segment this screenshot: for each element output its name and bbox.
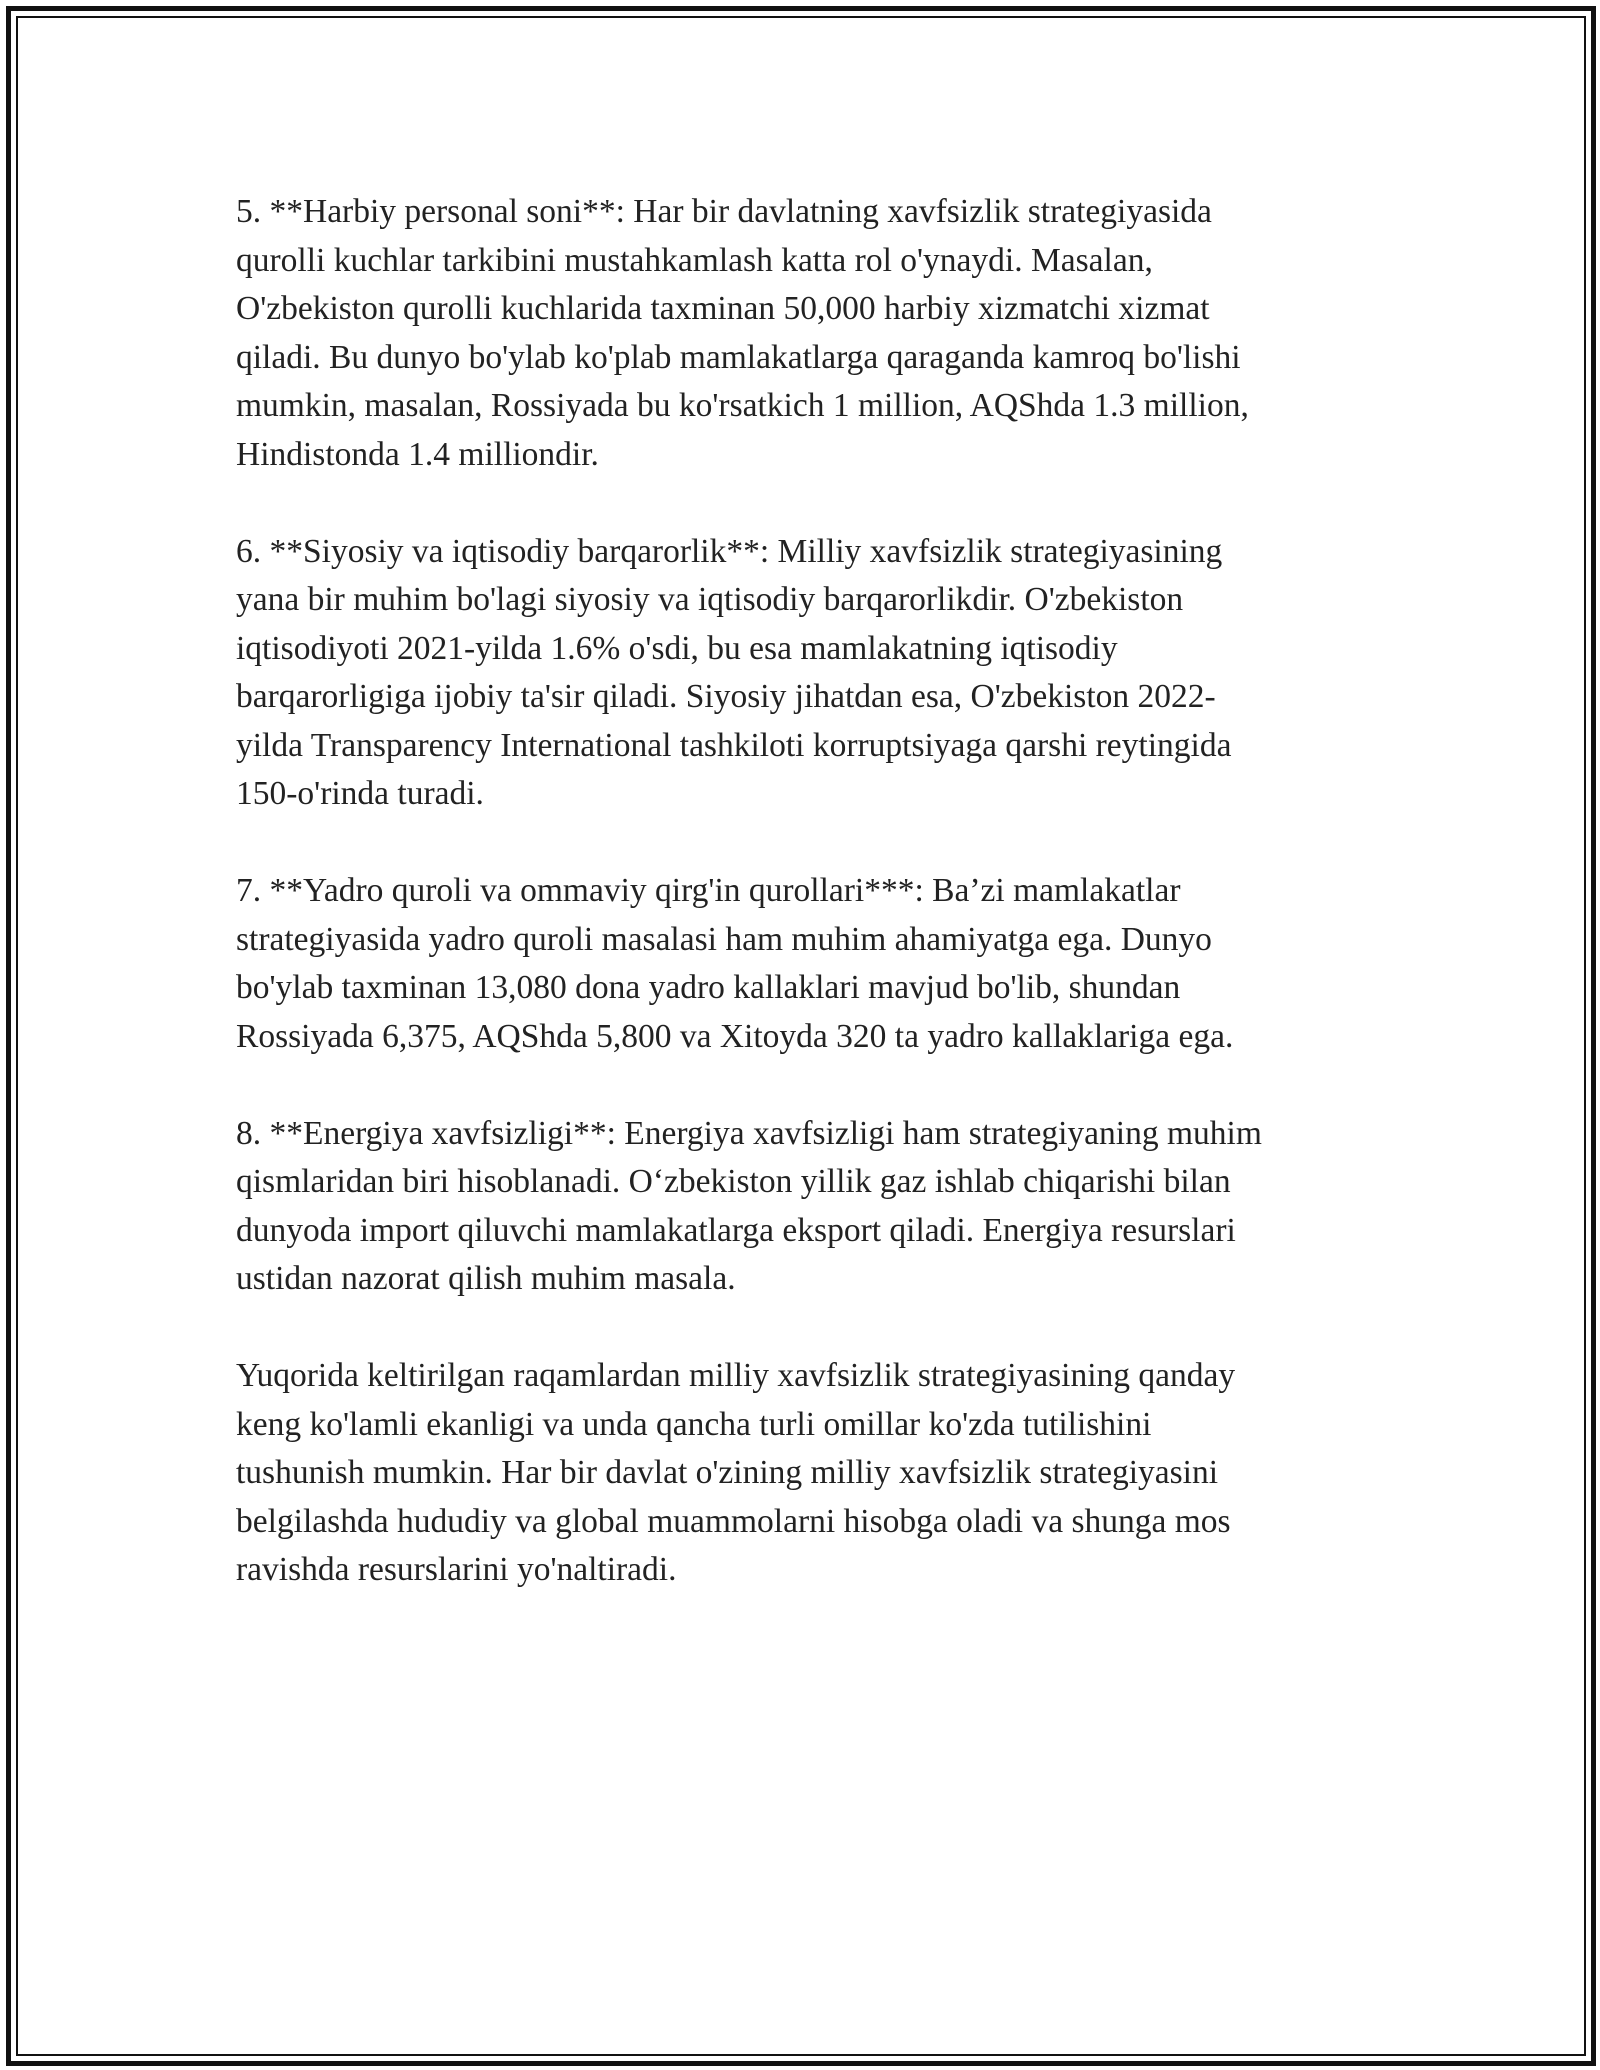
paragraph-political-economic-stability <box>236 528 1416 819</box>
text-line: bo'ylab taxminan 13,080 dona yadro kallaklari mavjud bo'lib, shundan <box>236 969 1181 1006</box>
text-line: 8. **Energiya xavfsizligi**: Energiya xavfsizligi ham strategiyaning muhim <box>236 1114 1262 1152</box>
text-line: iqtisodiyoti 2021-yilda 1.6% o'sdi, bu esa mamlakatning iqtisodiy <box>236 629 1118 667</box>
text-line: dunyoda import qiluvchi mamlakatlarga eksport qiladi. Energiya resurslari <box>236 1211 1236 1249</box>
document-body <box>236 188 1416 1643</box>
text-line: O'zbekiston qurolli kuchlarida taxminan 50,000 harbiy xizmatchi xizmat <box>236 290 1210 327</box>
text-line: tushunish mumkin. Har bir davlat o'zining milliy xavfsizlik strategiyasini <box>236 1454 1219 1491</box>
paragraph-military-personnel <box>236 188 1416 479</box>
text-line: ustidan nazorat qilish muhim masala. <box>236 1260 736 1297</box>
text-line: 6. **Siyosiy va iqtisodiy barqarorlik**: Milliy xavfsizlik strategiyasining <box>236 532 1223 570</box>
paragraph-conclusion <box>236 1352 1416 1595</box>
text-line: Rossiyada 6,375, AQShda 5,800 va Xitoyda 320 ta yadro kallaklariga ega. <box>236 1017 1234 1055</box>
paragraph-energy-security <box>236 1110 1416 1304</box>
paragraph-nuclear-weapons <box>236 867 1416 1061</box>
text-line: Hindistonda 1.4 milliondir. <box>236 435 599 473</box>
text-line: yana bir muhim bo'lagi siyosiy va iqtisodiy barqarorlikdir. O'zbekiston <box>236 581 1184 618</box>
text-line: yilda Transparency International tashkiloti korruptsiyaga qarshi reytingida <box>236 726 1232 764</box>
text-line: keng ko'lamli ekanligi va unda qancha turli omillar ko'zda tutilishini <box>236 1405 1152 1443</box>
text-line: barqarorligiga ijobiy ta'sir qiladi. Siyosiy jihatdan esa, O'zbekiston 2022- <box>236 678 1216 715</box>
text-line: ravishda resurslarini yo'naltiradi. <box>236 1551 677 1588</box>
text-line: qiladi. Bu dunyo bo'ylab ko'plab mamlakatlarga qaraganda kamroq bo'lishi <box>236 338 1241 376</box>
text-line: 150-o'rinda turadi. <box>236 775 484 812</box>
text-line: 7. **Yadro quroli va ommaviy qirg'in qurollari***: Ba’zi mamlakatlar <box>236 872 1181 909</box>
text-line: Yuqorida keltirilgan raqamlardan milliy xavfsizlik strategiyasining qanday <box>236 1357 1236 1394</box>
text-line: 5. **Harbiy personal soni**: Har bir davlatning xavfsizlik strategiyasida <box>236 193 1212 230</box>
text-line: belgilashda hududiy va global muammolarni hisobga oladi va shunga mos <box>236 1502 1231 1540</box>
text-line: qismlaridan biri hisoblanadi. O‘zbekiston yillik gaz ishlab chiqarishi bilan <box>236 1163 1231 1200</box>
text-line: strategiyasida yadro quroli masalasi ham muhim ahamiyatga ega. Dunyo <box>236 920 1212 958</box>
text-line: mumkin, masalan, Rossiyada bu ko'rsatkich 1 million, AQShda 1.3 million, <box>236 387 1249 424</box>
text-line: qurolli kuchlar tarkibini mustahkamlash katta rol o'ynaydi. Masalan, <box>236 241 1153 279</box>
